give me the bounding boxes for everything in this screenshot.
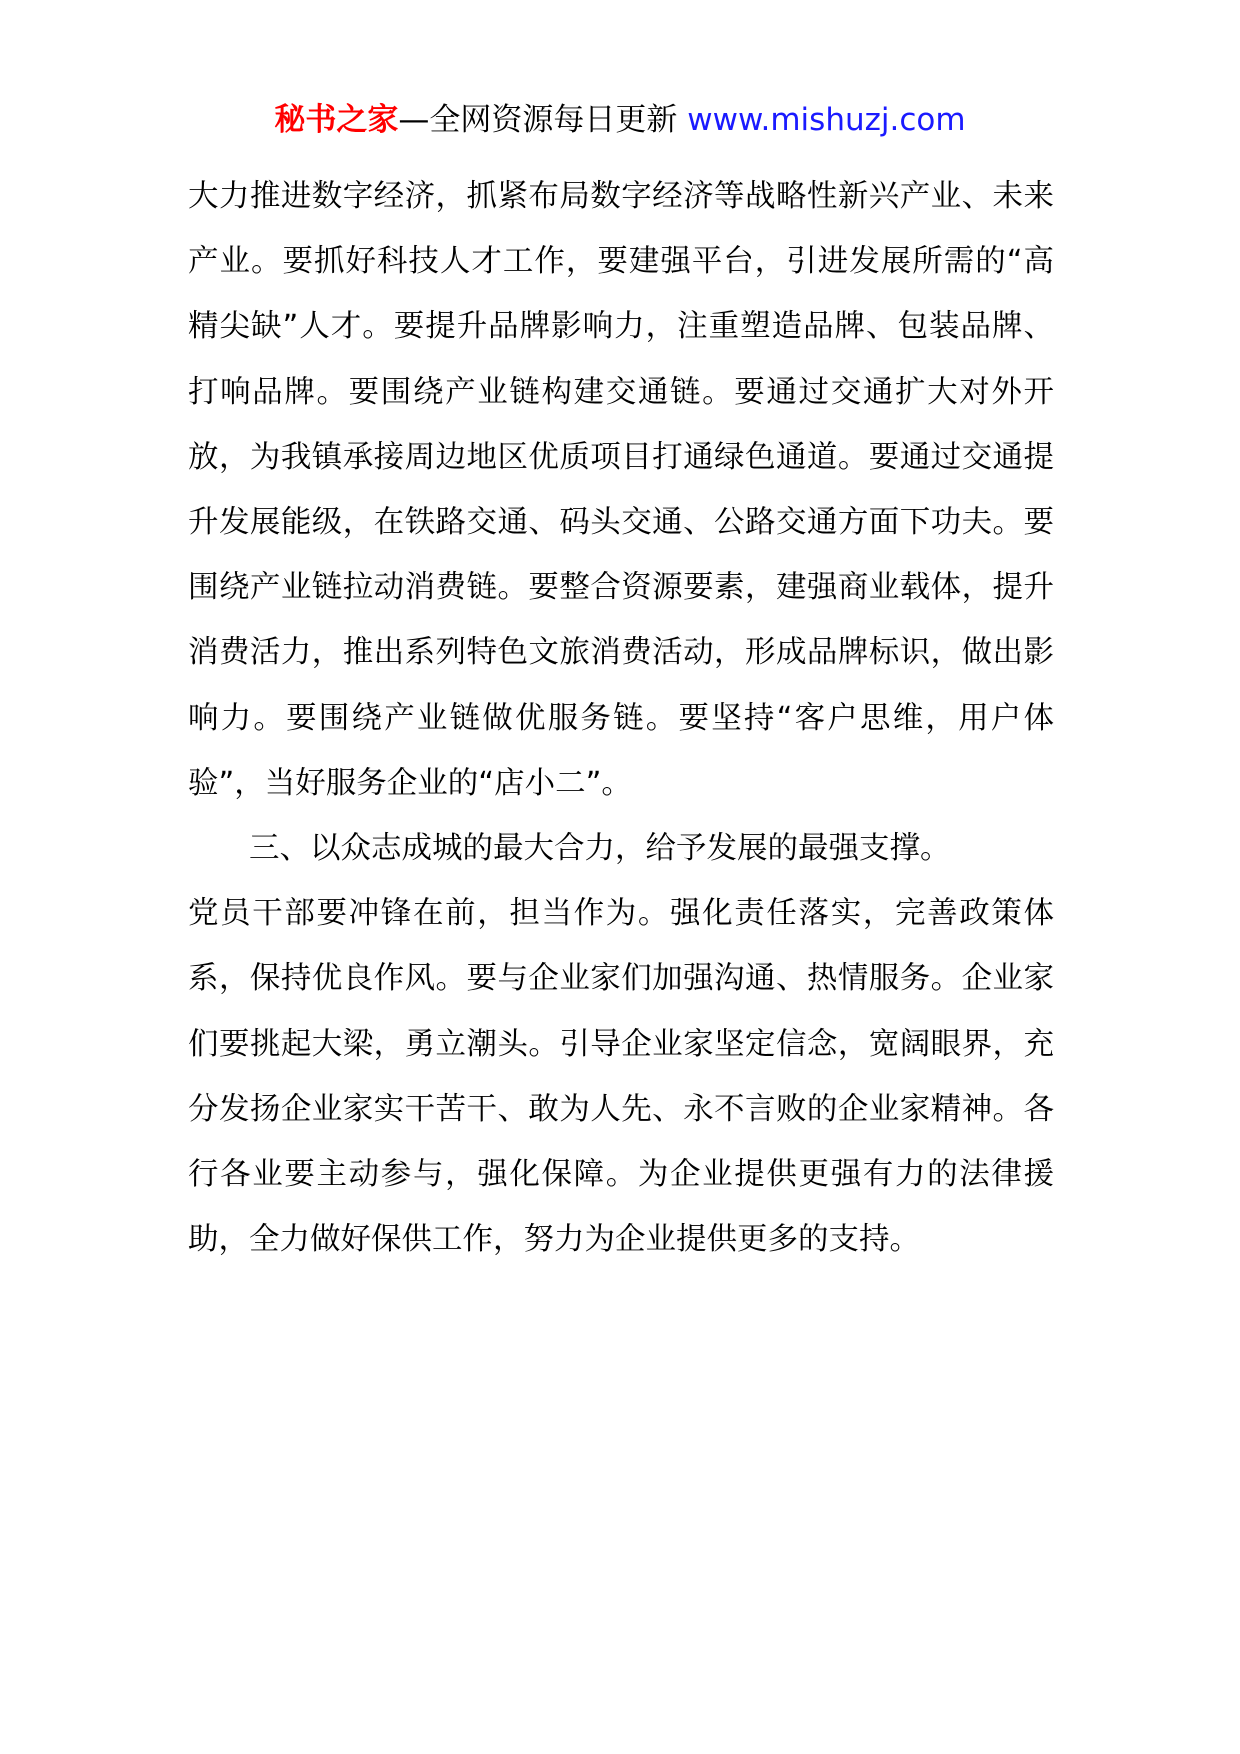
header-tagline: —全网资源每日更新 — [398, 102, 678, 138]
site-link[interactable]: www.mishuzj.com — [687, 102, 966, 138]
brand-name: 秘书之家 — [274, 102, 399, 138]
paragraph-2: 党员干部要冲锋在前，担当作为。强化责任落实，完善政策体系，保持优良作风。要与企业家们加强沟通、热情服务。企业家们要挑起大梁，勇立潮头。引导企业家坚定信念，宽阔眼界，充分发扬企业家实干苦干、敢为人先、永不言败的企业家精神。各行各业要主动参与，强化保障。为企业提供更强有力的法律援助，全力做好保供工作，努力为企业提供更多的支持。 — [188, 896, 1054, 1258]
section-heading-3: 三、以众志成城的最大合力，给予发展的最强支撑。 — [249, 831, 951, 867]
page-header — [0, 98, 1240, 142]
paragraph-1: 大力推进数字经济，抓紧布局数字经济等战略性新兴产业、未来产业。要抓好科技人才工作，要建强平台，引进发展所需的“高精尖缺”人才。要提升品牌影响力，注重塑造品牌、包装品牌、打响品牌。要围绕产业链构建交通链。要通过交通扩大对外开放，为我镇承接周边地区优质项目打通绿色通道。要通过交通提升发展能级，在铁路交通、码头交通、公路交通方面下功夫。要围绕产业链拉动消费链。要整合资源要素，建强商业载体，提升消费活力，推出系列特色文旅消费活动，形成品牌标识，做出影响力。要围绕产业链做优服务链。要坚持“客户思维，用户体验”，当好服务企业的“店小二”。 — [188, 179, 1054, 801]
document-body — [188, 164, 1054, 1272]
